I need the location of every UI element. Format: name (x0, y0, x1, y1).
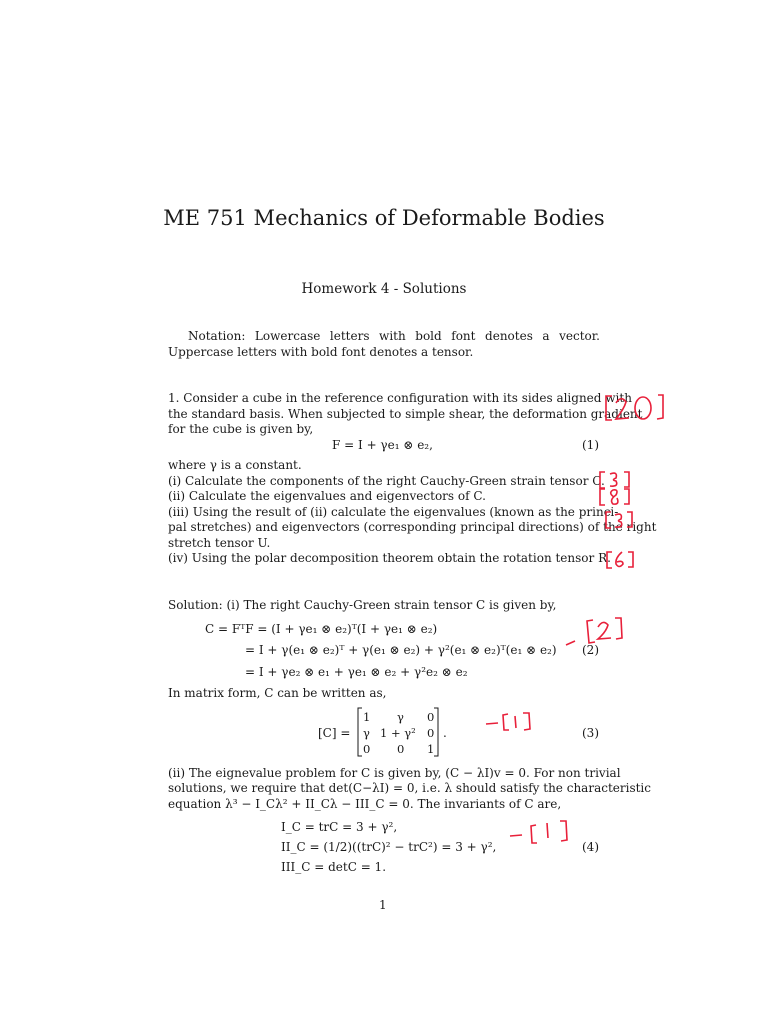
matrix-cell: 0 (397, 742, 405, 756)
matrix-intro: In matrix form, C can be written as, (168, 686, 387, 700)
grade-mark-part-iii (603, 509, 639, 531)
invariant-2: II_C = (1/2)((trC)² − trC²) = 3 + γ², (281, 840, 497, 854)
equation-2-line-1: C = FᵀF = (I + γe₁ ⊗ e₂)ᵀ(I + γe₁ ⊗ e₂) (205, 622, 438, 636)
problem-where: where γ is a constant. (168, 458, 302, 472)
matrix-lhs: [C] = (318, 726, 351, 740)
equation-2-line-2: = I + γ(e₁ ⊗ e₂)ᵀ + γ(e₁ ⊗ e₂) + γ²(e₁ ⊗ e₂)ᵀ(e₁ ⊗ e₂) (245, 643, 557, 657)
equation-4-number: (4) (582, 840, 599, 854)
matrix-cell: 0 (363, 742, 371, 756)
matrix-cell: 1 (427, 742, 435, 756)
matrix-cell: 1 + γ² (380, 726, 416, 740)
problem-part-iv: (iv) Using the polar decomposition theorem obtain the rotation tensor R. (168, 551, 611, 565)
equation-1: F = I + γe₁ ⊗ e₂, (332, 438, 433, 452)
grade-mark-eq3 (484, 710, 538, 734)
eigen-line-2: solutions, we require that det(C−λI) = 0, i.e. λ should satisfy the characteristic (168, 781, 651, 795)
problem-part-ii: (ii) Calculate the eigenvalues and eigenvectors of C. (168, 489, 486, 503)
invariant-3: III_C = detC = 1. (281, 860, 387, 874)
matrix-period: . (443, 726, 447, 740)
invariant-1: I_C = trC = 3 + γ², (281, 820, 398, 834)
matrix-cell: γ (363, 726, 370, 740)
equation-2-line-3: = I + γe₂ ⊗ e₁ + γe₁ ⊗ e₂ + γ²e₂ ⊗ e₂ (245, 665, 468, 679)
equation-2-number: (2) (582, 643, 599, 657)
grade-mark-part-iv (604, 549, 638, 571)
equation-1-number: (1) (582, 438, 599, 452)
grade-mark-total (602, 392, 680, 426)
notation-paragraph: Notation: Lowercase letters with bold font denotes a vector. Uppercase letters with bold font denotes a tensor. (168, 329, 600, 359)
matrix-cell: 0 (427, 726, 435, 740)
solution-intro: Solution: (i) The right Cauchy-Green strain tensor C is given by, (168, 598, 557, 612)
problem-part-iii-line-1: (iii) Using the result of (ii) calculate the eigenvalues (known as the princi- (168, 505, 619, 519)
matrix-cell: 1 (363, 710, 371, 724)
eigen-line-1: (ii) The eignevalue problem for C is given by, (C − λI)v = 0. For non trivial (168, 766, 621, 780)
page-number: 1 (379, 898, 387, 912)
matrix-cell: 0 (427, 710, 435, 724)
problem-part-i: (i) Calculate the components of the right Cauchy-Green strain tensor C. (168, 474, 605, 488)
matrix-cell: γ (397, 710, 404, 724)
equation-3-number: (3) (582, 726, 599, 740)
grade-mark-eq2 (563, 615, 629, 649)
page-title: ME 751 Mechanics of Deformable Bodies (163, 206, 605, 230)
eigen-line-3: equation λ³ − I_Cλ² + II_Cλ − III_C = 0. The invariants of C are, (168, 797, 562, 811)
problem-intro-line-3: for the cube is given by, (168, 422, 314, 436)
problem-part-iii-line-2: pal stretches) and eigenvectors (corresponding principal directions) of the right (168, 520, 657, 534)
grade-mark-eq4 (508, 818, 574, 846)
problem-intro-line-1: 1. Consider a cube in the reference configuration with its sides aligned with (168, 391, 632, 405)
problem-part-iii-line-3: stretch tensor U. (168, 536, 271, 550)
page-subtitle: Homework 4 - Solutions (301, 281, 467, 297)
grade-mark-part-ii (597, 486, 637, 508)
problem-intro-line-2: the standard basis. When subjected to simple shear, the deformation gradient (168, 407, 643, 421)
